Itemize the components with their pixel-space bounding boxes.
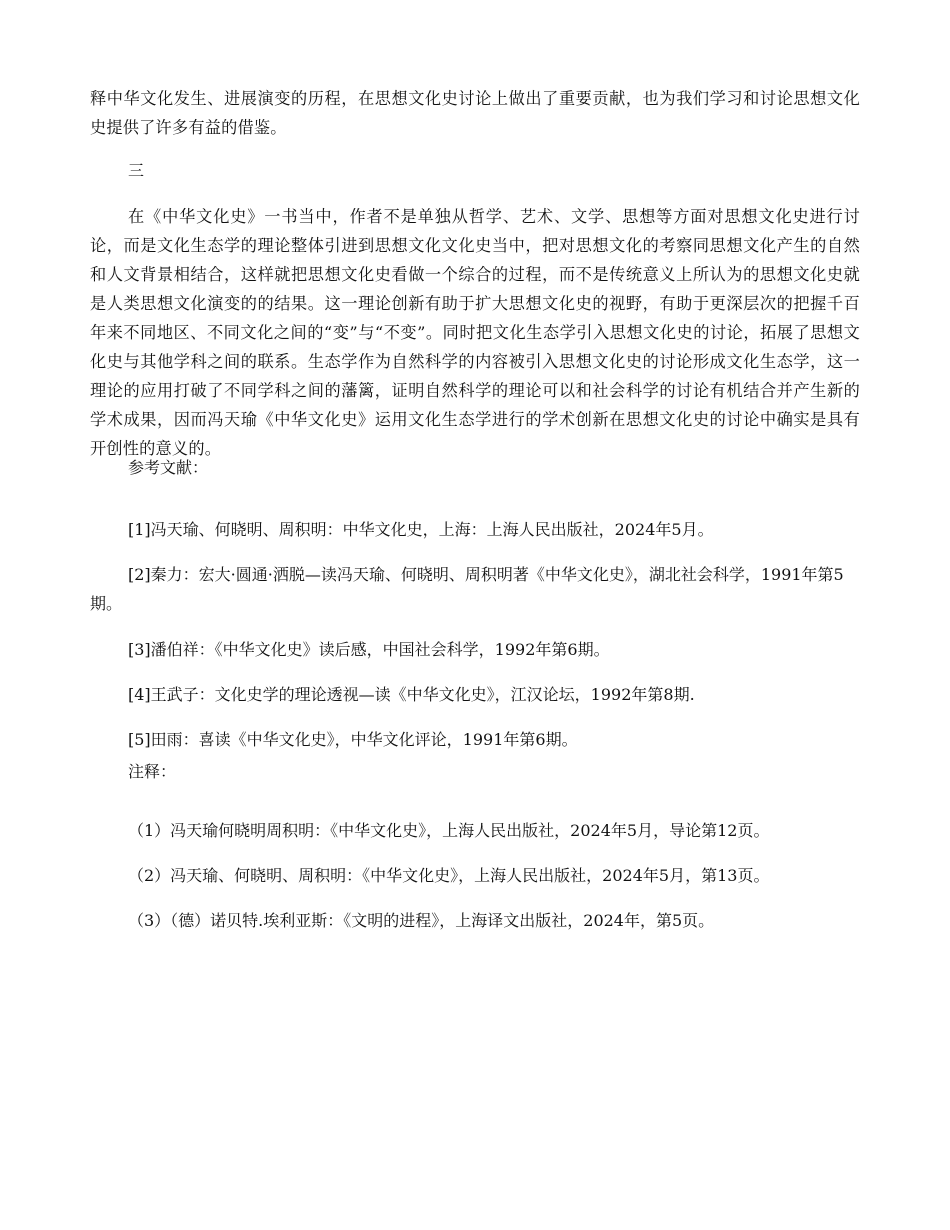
section-paragraph: 在《中华文化史》一书当中，作者不是单独从哲学、艺术、文学、思想等方面对思想文化史进行讨论，而是文化生态学的理论整体引进到思想文化文化史当中，把对思想文化的考察同思想文化产生的自然和人文背景相结合，这样就把思想文化史看做一个综合的过程，而不是传统意义上所认为的思想文化史就是人类思想文化演变的的结果。这一理论创新有助于扩大思想文化史的视野，有助于更深层次的把握千百年来不同地区、不同文化之间的“变”与“不变”。同时把文化生态学引入思想文化史的讨论，拓展了思想文化史与其他学科之间的联系。生态学作为自然科学的内容被引入思想文化史的讨论形成文化生态学，这一理论的应用打破了不同学科之间的藩篱，证明自然科学的理论可以和社会科学的讨论有机结合并产生新的学术成果，因而冯天瑜《中华文化史》运用文化生态学进行的学术创新在思想文化史的讨论中确实是具有开创性的意义的。 — [90, 207, 860, 458]
section-heading: 三 — [128, 161, 145, 180]
reference-item: [1]冯天瑜、何晓明、周积明：中华文化史，上海：上海人民出版社，2024年5月。 — [128, 520, 714, 539]
note-item: （3）（德）诺贝特.埃利亚斯：《文明的进程》，上海译文出版社，2024年，第5页。 — [128, 911, 715, 930]
reference-item: [4]王武子：文化史学的理论透视—读《中华文化史》，江汉论坛，1992年第8期. — [128, 685, 695, 704]
notes-label: 注释： — [128, 762, 177, 781]
note-item: （1）冯天瑜何晓明周积明：《中华文化史》，上海人民出版社，2024年5月，导论第12页。 — [128, 821, 770, 840]
reference-item: [2]秦力：宏大·圆通·洒脱—读冯天瑜、何晓明、周积明著《中华文化史》，湖北社会科学，1991年第5期。 — [90, 565, 844, 613]
references-label: 参考文献： — [128, 458, 209, 477]
reference-item: [5]田雨：喜读《中华文化史》，中华文化评论，1991年第6期。 — [128, 730, 578, 749]
reference-item: [3]潘伯祥：《中华文化史》读后感，中国社会科学，1992年第6期。 — [128, 640, 610, 659]
intro-paragraph: 释中华文化发生、进展演变的历程，在思想文化史讨论上做出了重要贡献，也为我们学习和讨论思想文化史提供了许多有益的借鉴。 — [90, 89, 860, 137]
note-item: （2）冯天瑜、何晓明、周积明：《中华文化史》，上海人民出版社，2024年5月，第13页。 — [128, 866, 770, 885]
